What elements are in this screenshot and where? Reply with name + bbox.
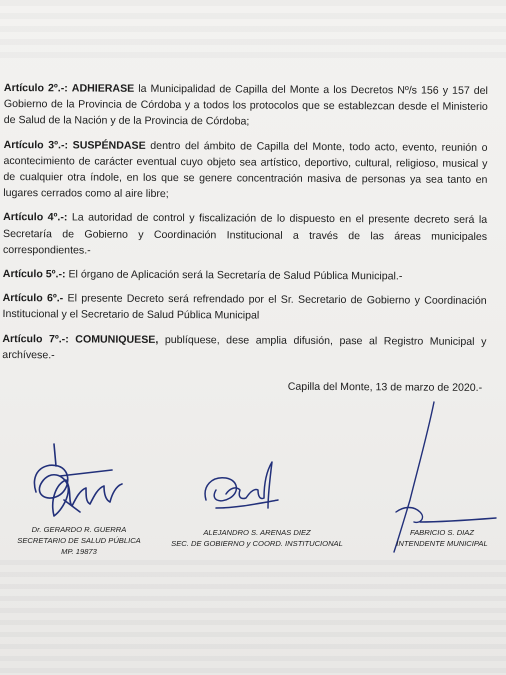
signatory-arenas <box>160 527 354 549</box>
article-keyword: SUSPÉNDASE <box>72 139 146 152</box>
date-line: Capilla del Monte, 13 de marzo de 2020.- <box>287 380 483 394</box>
article-text: El presente Decreto será refrendado por el Sr. Secretario de Gobierno y Coordinación Institucional y el Secretario de Salud Pública Municipal <box>2 292 487 323</box>
article-heading: Artículo 2º.-: <box>3 81 68 95</box>
signatory-registration: MP. 19873 <box>61 547 97 556</box>
article-text: publíquese, dese amplia difusión, pase al Registro Municipal y archívese.- <box>2 333 487 362</box>
signature-guerra <box>34 444 122 516</box>
article-keyword: COMUNIQUESE, <box>75 333 159 346</box>
article-heading: Artículo 7º.-: <box>2 332 69 346</box>
article-heading: Artículo 4º.-: <box>3 211 68 224</box>
signatory-name: ALEJANDRO S. ARENAS DIEZ <box>203 528 311 537</box>
signatory-name: Dr. GERARDO R. GUERRA <box>31 525 127 534</box>
article-text: dentro del ámbito de Capilla del Monte, todo acto, evento, reunión o acontecimiento de carácter eventual cuyo objeto sea artístico, deportivo, cultural, religioso, musical y de cualquier otra índole, en los que se genere concentración masiva de personas ya sea tanto en lugares cerrados como al aire libre; <box>3 139 488 201</box>
article-keyword: ADHIERASE <box>71 82 135 95</box>
article-text: El órgano de Aplicación será la Secretaría de Salud Pública Municipal.- <box>65 268 403 283</box>
signatory-name: FABRICIO S. DIAZ <box>410 528 474 537</box>
signature-arenas <box>205 462 278 508</box>
article-heading: Artículo 5º.-: <box>2 268 66 281</box>
signatory-guerra <box>6 524 152 557</box>
signatory-title: SEC. DE GOBIERNO y COORD. INSTITUCIONAL <box>171 539 343 548</box>
article-text: la Municipalidad de Capilla del Monte a los Decretos Nº/s 156 y 157 del Gobierno de la Provincia de Córdoba y a todos los protocolos que se establezcan desde el Ministerio de Salud de la Nación y de la Provincia de Córdoba; <box>3 82 488 128</box>
signatory-title: INTENDENTE MUNICIPAL <box>396 539 488 548</box>
signatory-title: SECRETARIO DE SALUD PÚBLICA <box>17 536 141 545</box>
article-heading: Artículo 6º.- <box>2 292 64 305</box>
article-text: La autoridad de control y fiscalización de lo dispuesto en el presente decreto será la Secretaría de Gobierno y Coordinación Institucional a través de las áreas municipales correspondientes.- <box>2 211 488 257</box>
signatory-diaz <box>378 527 506 549</box>
article-heading: Artículo 3º.-: <box>3 138 69 152</box>
